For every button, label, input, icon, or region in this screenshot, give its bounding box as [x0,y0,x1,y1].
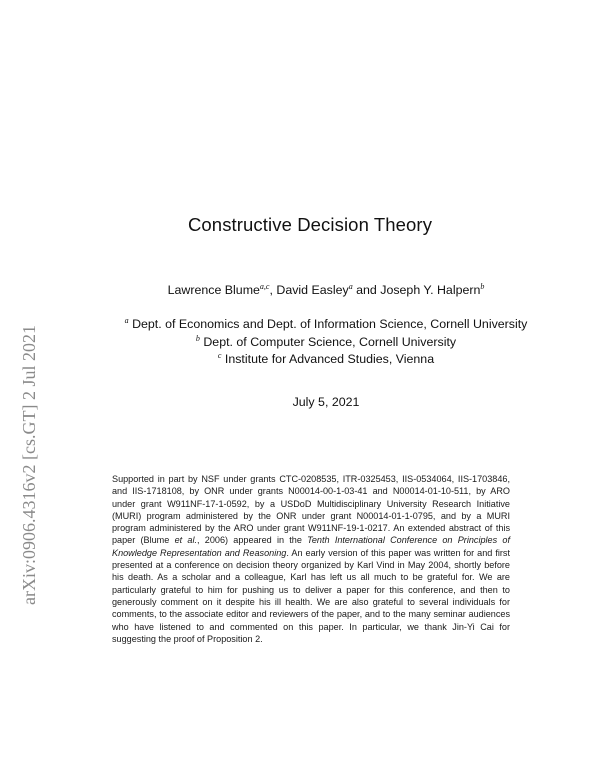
affiliation-line [0,317,600,331]
author-name: Joseph Y. Halpern [380,283,481,297]
affiliation-mark: a [124,316,129,325]
affiliation-mark: b [195,334,200,343]
author-affiliation-mark: a [348,282,353,291]
footnote-text: . An early version of this paper was written for and first presented at a conference on decision theory organized by Karl Vind in May 2004, shortly before his death. As a scholar and a colleague, Karl has left us all much to be grateful for. We are particularly grateful to him for pushing us to deliver a paper for this conference, and then to generously comment on it despite his ill health. We are also grateful to several individuals for comments, to the associate editor and reviewers of the paper, and to the many seminar audiences who have listened to and commented on this paper. In particular, we thank Jin-Yi Cai for suggesting the proof of Proposition 2. [112,547,510,644]
affiliation-text: Dept. of Computer Science, Cornell University [203,335,457,349]
author-list [0,283,600,297]
author-name: David Easley [276,283,349,297]
author-separator: and [352,283,381,297]
paper-title: Constructive Decision Theory [187,214,433,235]
affiliation-text: Dept. of Economics and Dept. of Information Science, Cornell University [132,317,528,331]
footnote-text: , 2006) appeared in the [197,535,308,546]
paper-date: July 5, 2021 [292,395,360,409]
affiliation-line [0,352,600,366]
affiliation-line [0,335,600,349]
footnote-et-al: et al. [174,535,197,546]
arxiv-identifier-stamp: arXiv:0906.4316v2 [cs.GT] 2 Jul 2021 [19,325,39,605]
author-name: Lawrence Blume [167,283,260,297]
author-affiliation-mark: a,c [259,282,270,291]
affiliation-text: Institute for Advanced Studies, Vienna [224,352,435,366]
acknowledgements-footnote [112,473,510,645]
footnote-venue: Tenth International Conference on Principles of Knowledge Representation and Reasoning [112,535,510,558]
author-separator: , [269,283,277,297]
affiliation-mark: c [217,351,222,360]
footnote-text: Supported in part by NSF under grants CTC-0208535, ITR-0325453, IIS-0534064, IIS-1703846, and IIS-1718108, by ONR under grants N00014-00-1-03-41 and N00014-01-10-511, by ARO under grant W911NF-17-1-0592, by a USDoD Multidisciplinary University Research Initiative (MURI) program administered by the ONR under grant N00014-01-1-0795, and by a MURI program administered by the ARO under grant W911NF-19-1-0217. An extended abstract of this paper (Blume [112,474,510,546]
footnote-paragraph [112,473,510,645]
author-affiliation-mark: b [480,282,485,291]
